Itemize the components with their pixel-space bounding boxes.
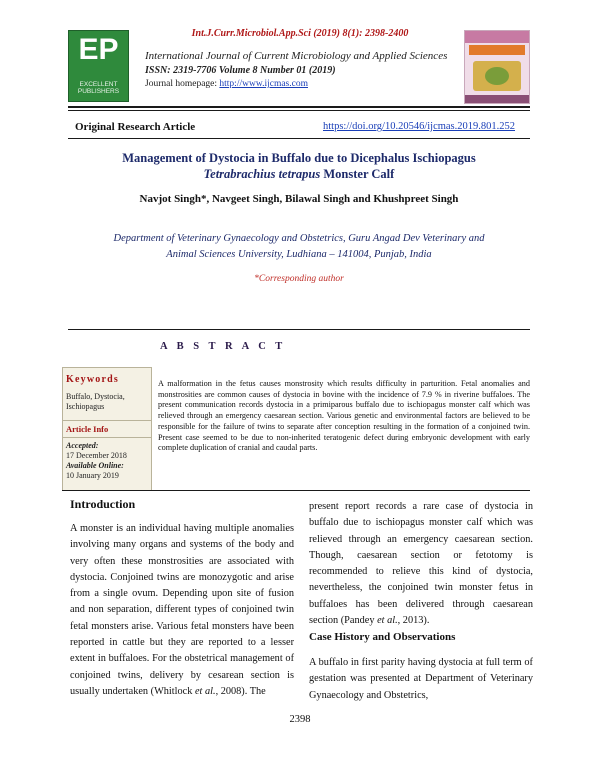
sidebar-divider — [62, 437, 152, 438]
abstract-text: A malformation in the fetus causes monstrosity which results difficulty in parturition. Fetal anomalies and monstrosities are common causes of dystocia in bovine with the incidence of 7.9 % in riverine buffaloes. The present communication records dystocia in a primiparous buffalo due to ischiopagus monster calf which was relieved through an emergency caesarean section. Various genetic and environmental factors are believed to be responsible for the failure of twins to separate after conception resulting in the formation of a conjoined twin. Present case seemed to be due to non-inherited teratogenic defect during embryonic development with early complete duplication of cranial and caudal parts. — [158, 379, 530, 453]
case-history-text: A buffalo in first parity having dystocia at full term of gestation was presented at Department of Veterinary Gynaecology and Obstetrics, — [309, 657, 533, 701]
divider — [68, 329, 530, 330]
affiliation: Department of Veterinary Gynaecology and Obstetrics, Guru Angad Dev Veterinary and — [113, 233, 485, 244]
accepted-label: Accepted: — [66, 441, 99, 450]
article-title: Management of Dystocia in Buffalo due to Dicephalus Ischiopagus — [122, 151, 476, 165]
keywords-heading: Keywords — [66, 374, 119, 385]
article-dates — [66, 441, 150, 481]
affiliation-line2: Animal Sciences University, Ludhiana – 141004, Punjab, India — [166, 249, 432, 260]
article-type: Original Research Article — [75, 121, 196, 133]
introduction-text-continued: present report records a rare case of dystocia in buffalo due to ischiopagus monster calf which was relieved through an emergency caesarean section. Though, caesarean section or fetotomy is recommended to relieve this kind of dystocia, nevertheless, the conjoined twin monster fetus in buffaloes has been delivered through caesarean section (Pandey et al., 2013). — [309, 501, 533, 627]
logo-subtext: EXCELLENT PUBLISHERS — [77, 81, 120, 96]
journal-homepage — [145, 79, 308, 89]
publisher-logo — [68, 30, 129, 102]
homepage-link[interactable]: http://www.ijcmas.com — [219, 79, 308, 89]
header-rule — [68, 106, 530, 108]
homepage-label: Journal homepage: — [145, 79, 220, 89]
article-title-line2 — [68, 167, 530, 182]
keywords-list: Buffalo, Dystocia, Ischiopagus — [66, 392, 125, 411]
page-number: 2398 — [289, 714, 311, 725]
corresponding-author: *Corresponding author — [254, 274, 344, 284]
authors: Navjot Singh*, Navgeet Singh, Bilawal Singh and Khushpreet Singh — [139, 193, 459, 205]
sidebar-divider — [62, 420, 152, 421]
introduction-text: A monster is an individual having multiple anomalies involving many organs and systems of the body and very often these monstrosities are associated with dystocia. Conjoined twins are monozygotic and arise from a single ovum. Depending upon site of fusion and non separation, different types of conjoined twin fetal monsters arise. Various fetal monsters have been reported in cattle but they are reported to a lesser extent in buffaloes. For the obstetrical management of conjoined twins, delivery by cesarean section is usually undertaken (Whitlock et al., 2008). The — [70, 523, 294, 697]
header-rule-thin — [68, 110, 530, 111]
journal-cover-image — [464, 30, 530, 104]
title-rest: Monster Calf — [320, 167, 395, 181]
accepted-date: 17 December 2018 — [66, 451, 127, 460]
available-label: Available Online: — [66, 461, 124, 470]
available-date: 10 January 2019 — [66, 471, 119, 480]
species-name: Tetrabrachius tetrapus — [203, 167, 321, 181]
introduction-heading: Introduction — [70, 497, 136, 511]
divider — [62, 490, 530, 491]
journal-citation: Int.J.Curr.Microbiol.App.Sci (2019) 8(1): 2398-2400 — [191, 28, 409, 39]
article-info-heading: Article Info — [66, 424, 109, 434]
issn-line: ISSN: 2319-7706 Volume 8 Number 01 (2019) — [145, 65, 336, 76]
doi-link[interactable]: https://doi.org/10.20546/ijcmas.2019.801.252 — [323, 121, 516, 132]
case-history-heading: Case History and Observations — [309, 631, 456, 643]
journal-name: International Journal of Current Microbiology and Applied Sciences — [145, 50, 448, 62]
logo-text: EP — [78, 33, 119, 66]
divider — [68, 138, 530, 139]
abstract-heading: A B S T R A C T — [160, 341, 286, 352]
